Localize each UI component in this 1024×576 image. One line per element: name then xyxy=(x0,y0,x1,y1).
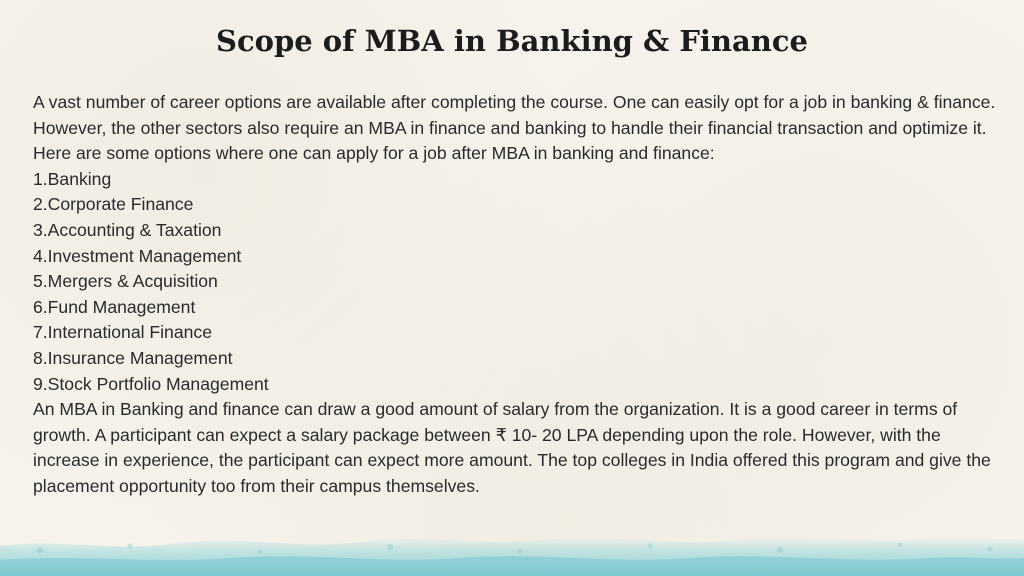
list-item: 2.Corporate Finance xyxy=(33,194,194,215)
list-item: 4.Investment Management xyxy=(33,245,242,266)
list-item: 9.Stock Portfolio Management xyxy=(33,373,269,394)
intro-paragraph: A vast number of career options are available after completing the course. One can easily opt for a job in banking & finance. However, the other sectors also require an MBA in finance and banking to handle their financial transaction and optimize it. Here are some options where one can apply for a job after MBA in banking and finance: xyxy=(33,92,996,164)
list-item: 5.Mergers & Acquisition xyxy=(33,271,218,292)
conclusion-paragraph: An MBA in Banking and finance can draw a good amount of salary from the organization. It is a good career in terms of growth. A participant can expect a salary package between ₹ 10- 20 LPA depending upon the role. However, with the increase in experience, the participant can expect more amount. The top colleges in India offered this program and give the placement opportunity too from their campus themselves. xyxy=(33,399,991,496)
list-item: 8.Insurance Management xyxy=(33,347,233,368)
list-item: 7.International Finance xyxy=(33,322,212,343)
slide-body xyxy=(33,90,1003,500)
list-item: 1.Banking xyxy=(33,168,112,189)
slide-title: Scope of MBA in Banking & Finance xyxy=(216,24,808,58)
career-options-list xyxy=(33,167,1003,397)
watercolor-border-decoration xyxy=(0,516,1024,576)
list-item: 6.Fund Management xyxy=(33,296,196,317)
list-item: 3.Accounting & Taxation xyxy=(33,219,222,240)
